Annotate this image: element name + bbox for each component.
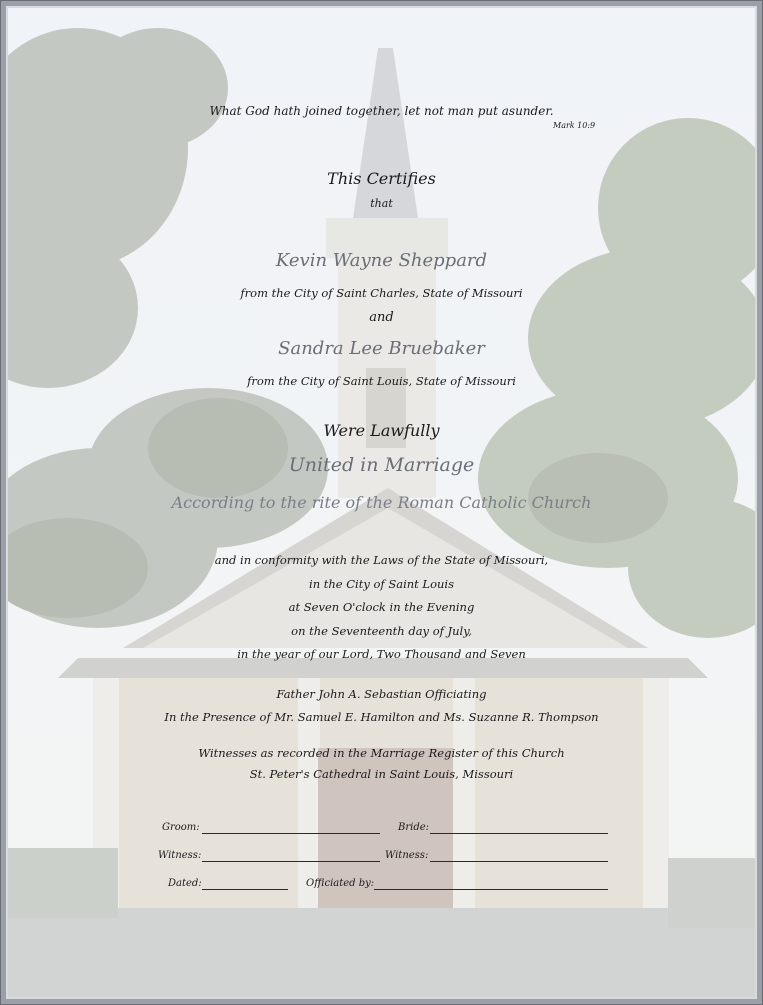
witness-right-signature-line[interactable] [430,861,608,862]
dated-line[interactable] [202,889,288,890]
certificate-page [6,6,757,999]
united-in-marriage: United in Marriage [288,454,475,476]
detail-line: at Seven O'clock in the Evening [288,600,475,614]
dated-label: Dated: [168,878,202,889]
detail-line: in the year of our Lord, Two Thousand and Seven [237,647,526,661]
and-text: and [369,310,394,325]
officiating-block [8,683,755,729]
scripture-verse: What God hath joined together, let not man put asunder. [209,104,554,118]
witnesses-block [8,743,755,785]
rite-text: According to the rite of the Roman Catholic Church [171,493,592,512]
groom-signature-label: Groom: [162,822,200,833]
ceremony-details [8,549,755,667]
lawfully-heading: Were Lawfully [323,421,440,440]
groom-name: Kevin Wayne Sheppard [275,250,488,271]
detail-line: on the Seventeenth day of July, [291,623,472,638]
officiated-by-line[interactable] [374,889,608,890]
witnesses-line: Witnesses as recorded in the Marriage Register of this Church [198,746,565,760]
witness-left-label: Witness: [158,850,202,861]
bride-origin: from the City of Saint Louis, State of Missouri [247,374,516,388]
scripture-reference: Mark 10:9 [553,121,596,130]
groom-signature-line[interactable] [202,833,380,834]
that-text: that [370,197,393,210]
certifies-heading: This Certifies [327,169,436,188]
cathedral-line: St. Peter's Cathedral in Saint Louis, Missouri [249,767,514,781]
bride-signature-label: Bride: [398,822,430,833]
witness-right-label: Witness: [385,850,429,861]
witness-left-signature-line[interactable] [202,861,380,862]
presence-line: In the Presence of Mr. Samuel E. Hamilton and Ms. Suzanne R. Thompson [164,710,599,724]
bride-signature-line[interactable] [430,833,608,834]
officiated-by-label: Officiated by: [306,878,375,889]
officiant-line: Father John A. Sebastian Officiating [276,687,487,701]
detail-line: in the City of Saint Louis [309,576,454,591]
bride-name: Sandra Lee Bruebaker [278,338,485,359]
groom-origin: from the City of Saint Charles, State of Missouri [240,286,523,300]
detail-line: and in conformity with the Laws of the State of Missouri, [214,553,549,567]
